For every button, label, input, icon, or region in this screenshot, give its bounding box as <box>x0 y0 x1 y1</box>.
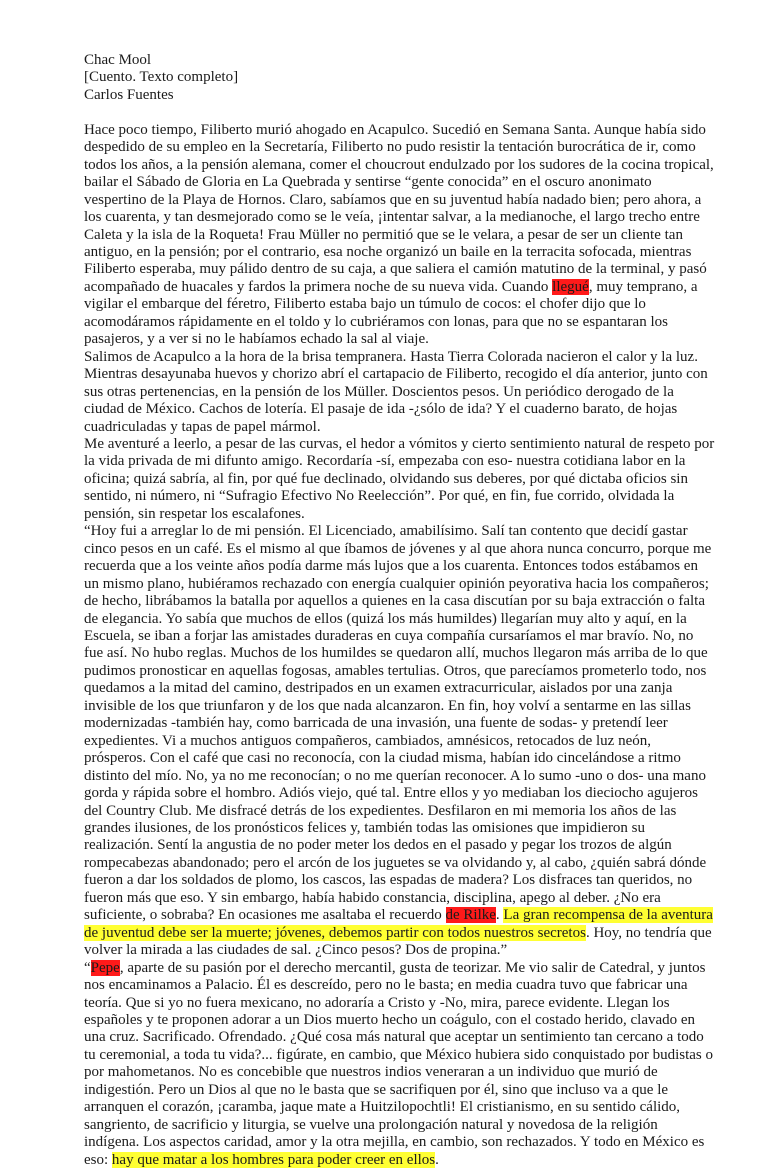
paragraph-4-text-a: “Hoy fui a arreglar lo de mi pensión. El Licenciado, amabilísimo. Salí tan contento que decidí gastar cinco pesos en un café. Es el mismo al que íbamos de jóvenes y al que ahora nunca concurro, porque me recuerda que a los veinte años podía darme más lujos que a los cuarenta. Entonces todos estábamos en un mismo plano, hubiéramos rechazado con energía cualquier opinión peyorativa hacia los compañeros; de hecho, librábamos la batalla por aquellos a quienes en la casa discutían por su baja extracción o falta de elegancia. Yo sabía que muchos de ellos (quizá los más humildes) llegarían muy alto y aquí, en la Escuela, se iban a forjar las amistades duraderas en cuya compañía cursaríamos el mar bravío. No, no fue así. No hubo reglas. Muchos de los humildes se quedaron allí, muchos llegaron más arriba de lo que pudimos pronosticar en aquellas fogosas, amables tertulias. Otros, que parecíamos prometerlo todo, nos quedamos a la mitad del camino, destripados en un examen extracurricular, aislados por una zanja invisible de los que triunfaron y de los que nada alcanzaron. En fin, hoy volví a sentarme en las sillas modernizadas -también hay, como barricada de una invasión, una fuente de sodas- y pretendí leer expedientes. Vi a muchos antiguos compañeros, cambiados, amnésicos, retocados de luz neón, prósperos. Con el café que casi no reconocía, con la ciudad misma, habían ido cincelándose a ritmo distinto del mío. No, ya no me reconocían; o no me querían reconocer. A lo sumo -uno o dos- una mano gorda y rápida sobre el hombro. Adiós viejo, qué tal. Entre ellos y yo mediaban los dieciocho agujeros del Country Club. Me disfracé detrás de los expedientes. Desfilaron en mi memoria los años de las grandes ilusiones, de los pronósticos felices y, también todas las omisiones que impidieron su realización. Sentí la angustia de no poder meter los dedos en el pasado y pegar los trozos de algún rompecabezas abandonado; pero el arcón de los juguetes se va olvidando y, al cabo, ¿quién sabrá dónde fueron a dar los soldados de plomo, los cascos, las espadas de madera? Los disfraces tan queridos, no fueron más que eso. Y sin embargo, había habido constancia, disciplina, apego al deber. ¿No era suficiente, o sobraba? En ocasiones me asaltaba el recuerdo <box>84 523 712 924</box>
highlight-yellow-matar: hay que matar a los hombres para poder creer en ellos <box>111 1151 436 1168</box>
paragraph-5 <box>84 960 716 1169</box>
paragraph-1-text-b: , muy temprano, a vigilar el embarque del féretro, Filiberto estaba bajo un túmulo de cocos: el chofer dijo que lo acomodáramos rápidamente en el toldo y lo cubriéramos con lonas, para que no se espantaran los pasajeros, y a ver si no le habíamos echado la sal al viaje. <box>84 278 698 348</box>
paragraph-3: Me aventuré a leerlo, a pesar de las curvas, el hedor a vómitos y cierto sentimiento natural de respeto por la vida privada de mi difunto amigo. Recordaría -sí, empezaba con eso- nuestra cotidiana labor en la oficina; quizá sabría, al fin, por qué fue declinado, olvidando sus deberes, por qué dictaba oficios sin sentido, ni número, ni “Sufragio Efectivo No Reelección”. Por qué, en fin, fue corrido, olvidada la pensión, sin respetar los escalafones. <box>84 436 715 522</box>
paragraph-4 <box>84 523 716 959</box>
paragraph-5-open-quote: “ <box>84 959 91 976</box>
highlight-red-pepe: Pepe <box>90 959 120 976</box>
paragraph-2: Salimos de Acapulco a la hora de la brisa tempranera. Hasta Tierra Colorada nacieron el calor y la luz. Mientras desayunaba huevos y chorizo abrí el cartapacio de Filiberto, recogido el día anterior, junto con sus otras pertenencias, en la pensión de los Müller. Doscientos pesos. Un periódico derogado de la ciudad de México. Cachos de lotería. El pasaje de ida -¿sólo de ida? Y el cuaderno barato, de hojas cuadriculadas y tapas de papel mármol. <box>84 348 708 435</box>
header-spacer <box>84 104 716 122</box>
story-subtitle: [Cuento. Texto completo] <box>84 69 239 86</box>
paragraph-1-text-a: Hace poco tiempo, Filiberto murió ahogado en Acapulco. Sucedió en Semana Santa. Aunque había sido despedido de su empleo en la Secretaría, Filiberto no pudo resistir la tentación burocrática de ir, como todos los años, a la pensión alemana, comer el choucrout endulzado por los sudores de la cocina tropical, bailar el Sábado de Gloria en La Quebrada y sentirse “gente conocida” en el oscuro anonimato vespertino de la Playa de Hornos. Claro, sabíamos que en su juventud había nadado bien; pero ahora, a los cuarenta, y tan desmejorado como se le veía, ¡intentar salvar, a la medianoche, el largo trecho entre Caleta y la isla de la Roqueta! Frau Müller no permitió que se le velara, a pesar de ser un cliente tan antiguo, en la pensión; por el contrario, esa noche organizó un baile en la terracita sofocada, mientras Filiberto esperaba, muy pálido dentro de su caja, a que saliera el camión matutino de la terminal, y pasó acompañado de huacales y fardos la primera noche de su nueva vida. Cuando <box>84 121 714 295</box>
paragraph-1 <box>84 122 716 349</box>
document-page <box>84 52 716 1169</box>
highlight-yellow-recompensa: La gran recompensa de la aventura de juventud debe ser la muerte; jóvenes, debemos partir con todos nuestros secretos <box>84 907 713 941</box>
story-title: Chac Mool <box>84 52 152 68</box>
story-author: Carlos Fuentes <box>84 86 174 103</box>
paragraph-5-text-a: , aparte de su pasión por el derecho mercantil, gusta de teorizar. Me vio salir de Catedral, y juntos nos encaminamos a Palacio. Él es descreído, pero no le basta; en media cuadra tuvo que fabricar una teoría. Que si yo no fuera mexicano, no adoraría a Cristo y -No, mira, parece evidente. Llegan los españoles y te proponen adorar a un Dios muerto hecho un coágulo, con el costado herido, clavado en una cruz. Sacrificado. Ofrendado. ¿Qué cosa más natural que aceptar un sentimiento tan cercano a todo tu ceremonial, a toda tu vida?... figúrate, en cambio, que México hubiera sido conquistado por budistas o por mahometanos. No es concebible que nuestros indios veneraran a un individuo que murió de indigestión. Pero un Dios al que no le basta que se sacrifiquen por él, sino que incluso va a que le arranquen el corazón, ¡caramba, jaque mate a Huitzilopochtli! El cristianismo, en su sentido cálido, sangriento, de sacrificio y liturgia, se vuelve una prolongación natural y novedosa de la religión indígena. Los aspectos caridad, amor y la otra mejilla, en cambio, son rechazados. Y todo en México es eso: <box>84 959 713 1168</box>
paragraph-4-text-b: . Hoy, no tendría que volver la mirada a las ciudades de sal. ¿Cinco pesos? Dos de propina.” <box>84 924 712 959</box>
paragraph-5-text-b: . <box>435 1151 439 1168</box>
paragraph-4-separator: . <box>495 907 504 924</box>
highlight-red-rilke: de Rilke <box>445 907 496 924</box>
highlight-red-llegue: llegué <box>552 278 589 295</box>
